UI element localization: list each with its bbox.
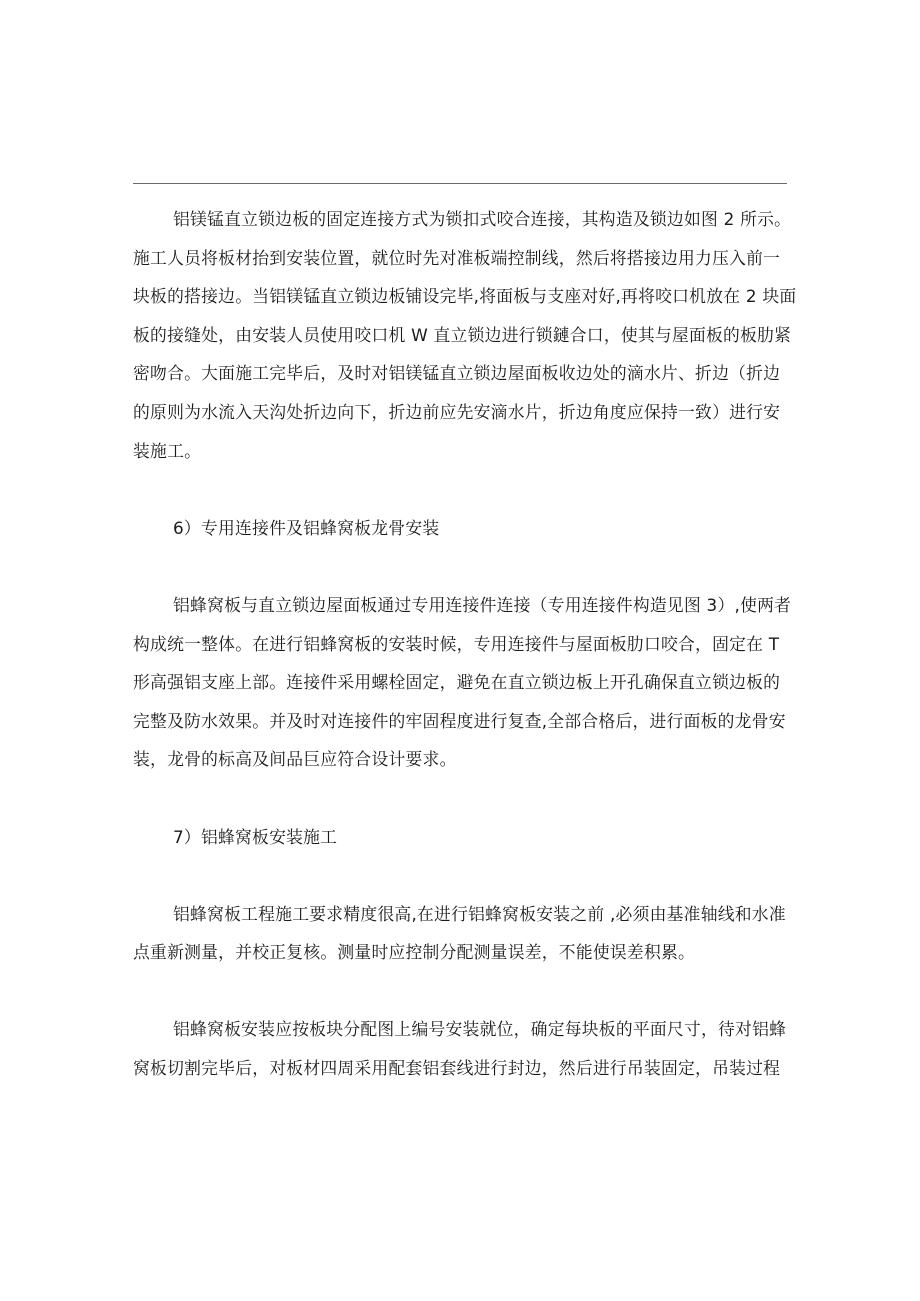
paragraph-spacer — [133, 779, 793, 818]
text-line: 构成统一整体。在进行铝蜂窝板的安装时候，专用连接件与屋面板肋口咬合，固定在 T — [133, 633, 780, 654]
text-line: 装施工。 — [133, 440, 202, 461]
paragraph-spacer — [133, 856, 793, 895]
paragraph-precision-survey — [133, 895, 793, 972]
text-line: 装，龙骨的标高及间品巨应符合设计要求。 — [133, 749, 457, 770]
text-line: 完整及防水效果。并及时对连接件的牢固程度进行复查,全部合格后，进行面板的龙骨安 — [133, 710, 786, 731]
text-line: 铝蜂窝板与直立锁边屋面板通过专用连接件连接（专用连接件构造见图 3）,使两者 — [173, 594, 792, 615]
section-heading-7: 7）铝蜂窝板安装施工 — [173, 826, 338, 847]
paragraph-spacer — [133, 547, 793, 586]
text-line: 板的接缝处，由安装人员使用咬口机 W 直立锁边进行锁鏈合口，使其与屋面板的板肋紧 — [133, 324, 792, 345]
paragraph-connector-keel — [133, 586, 793, 779]
text-line: 铝蜂窝板安装应按板块分配图上编号安装就位，确定每块板的平面尺寸，待对铝蜂 — [173, 1019, 787, 1040]
text-line: 铝蜂窝板工程施工要求精度很高,在进行铝蜂窝板安装之前 ,必须由基准轴线和水准 — [173, 903, 786, 924]
document-body — [133, 200, 797, 1088]
paragraph-panel-mounting — [133, 1010, 793, 1087]
text-line: 铝镁锰直立锁边板的固定连接方式为锁扣式咬合连接，其构造及锁边如图 2 所示。 — [173, 209, 792, 229]
paragraph-spacer — [133, 470, 793, 509]
text-line: 窝板切割完毕后，对板材四周采用配套铝套线进行封边，然后进行吊装固定，吊装过程 — [133, 1058, 781, 1079]
text-line: 的原则为水流入天沟处折边向下，折边前应先安滴水片，折边角度应保持一致）进行安 — [133, 401, 781, 422]
header-divider — [133, 183, 787, 184]
text-line: 块板的搭接边。当铝镁锰直立锁边板铺设完毕,将面板与支座对好,再将咬口机放在 2 块面 — [133, 286, 797, 307]
paragraph-spacer — [133, 972, 793, 1011]
paragraph-lock-seam-installation — [133, 200, 797, 470]
section-heading-6: 6）专用连接件及铝蜂窝板龙骨安装 — [173, 517, 440, 538]
text-line: 施工人员将板材抬到安装位置，就位时先对准板端控制线，然后将搭接边用力压入前一 — [133, 247, 781, 268]
text-line: 形高强铝支座上部。连接件采用螺栓固定，避免在直立锁边板上开孔确保直立锁边板的 — [133, 672, 781, 693]
text-line: 密吻合。大面施工完毕后，及时对铝镁锰直立锁边屋面板收边处的滴水片、折边（折边 — [133, 363, 781, 384]
text-line: 点重新测量，并校正复核。测量时应控制分配测量误差，不能使误差积累。 — [133, 942, 696, 963]
